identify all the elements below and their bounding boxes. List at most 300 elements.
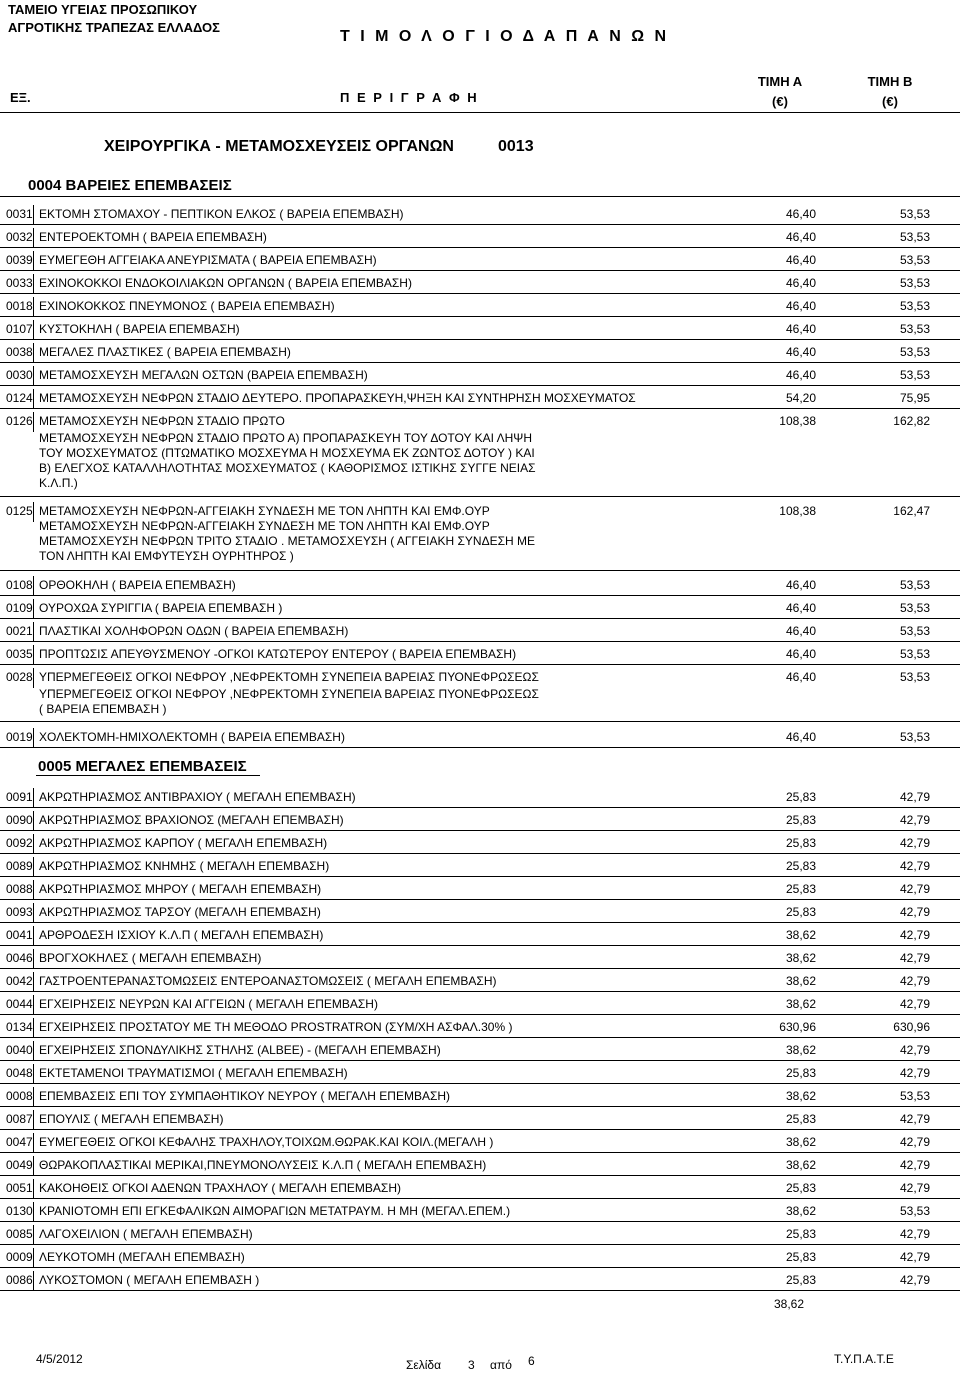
row-price-a: 38,62 (785, 928, 816, 942)
row-price-b: 53,53 (899, 207, 930, 221)
table-row (0, 811, 960, 831)
org-name-line1: ΤΑΜΕΙΟ ΥΓΕΙΑΣ ΠΡΟΣΩΠΙΚΟΥ (8, 2, 198, 17)
row-code-separator (33, 502, 34, 522)
table-row (0, 1018, 960, 1038)
row-description: ΕΧΙΝΟΚΟΚΚΟΙ ΕΝΔΟΚΟΙΛΙΑΚΩΝ ΟΡΓΑΝΩΝ ( ΒΑΡΕΙΑ ΕΠΕΜΒΑΣΗ) (39, 276, 412, 290)
table-row (0, 1156, 960, 1176)
chapter-title: ΧΕΙΡΟΥΡΓΙΚΑ - ΜΕΤΑΜΟΣΧΕΥΣΕΙΣ ΟΡΓΑΝΩΝ (104, 138, 454, 155)
row-divider (0, 1060, 960, 1061)
table-row (0, 366, 960, 386)
row-divider (0, 945, 960, 946)
row-divider (0, 618, 960, 619)
row-price-a: 25,83 (785, 1112, 816, 1126)
row-price-a: 38,62 (785, 974, 816, 988)
footer-date: 4/5/2012 (36, 1352, 83, 1366)
row-code-separator (33, 1133, 34, 1153)
table-row (0, 343, 960, 363)
row-code-separator (33, 1087, 34, 1107)
row-divider (0, 1244, 960, 1245)
row-price-b: 42,79 (899, 951, 930, 965)
row-price-b: 42,79 (899, 836, 930, 850)
row-divider (0, 1106, 960, 1107)
row-divider (0, 807, 960, 808)
row-description: ΓΑΣΤΡΟΕΝΤΕΡΑΝΑΣΤΟΜΩΣΕΙΣ ΕΝΤΕΡΟΑΝΑΣΤΟΜΩΣΕΙΣ ( ΜΕΓΑΛΗ ΕΠΕΜΒΑΣΗ) (39, 974, 497, 988)
table-row (0, 274, 960, 294)
row-code: 0107 (6, 322, 33, 336)
row-price-b: 53,53 (899, 601, 930, 615)
row-price-b: 53,53 (899, 670, 930, 684)
price-a-currency: (€) (772, 94, 788, 109)
row-code: 0042 (6, 974, 33, 988)
row-divider (0, 830, 960, 831)
row-code-separator (33, 274, 34, 294)
table-row (0, 834, 960, 854)
row-price-a: 38,62 (785, 1043, 816, 1057)
row-divider (0, 664, 960, 665)
row-price-a: 46,40 (785, 230, 816, 244)
section-heading-severe: 0004 ΒΑΡΕΙΕΣ ΕΠΕΜΒΑΣΕΙΣ (28, 177, 232, 194)
row-code: 0044 (6, 997, 33, 1011)
row-price-a: 46,40 (785, 368, 816, 382)
row-code: 0039 (6, 253, 33, 267)
row-price-a: 38,62 (785, 1204, 816, 1218)
row-code-separator (33, 343, 34, 363)
row-code: 0125 (6, 504, 33, 518)
row-description: ΒΡΟΓΧΟΚΗΛΕΣ ( ΜΕΓΑΛΗ ΕΠΕΜΒΑΣΗ) (39, 951, 262, 965)
row-price-b: 53,53 (899, 624, 930, 638)
table-row (0, 903, 960, 923)
row-price-a: 38,62 (785, 951, 816, 965)
table-row (0, 995, 960, 1015)
row-code: 0048 (6, 1066, 33, 1080)
row-code: 0030 (6, 368, 33, 382)
row-code: 0032 (6, 230, 33, 244)
row-price-b: 42,79 (899, 1250, 930, 1264)
row-description: ΧΟΛΕΚΤΟΜΗ-ΗΜΙΧΟΛΕΚΤΟΜΗ ( ΒΑΡΕΙΑ ΕΠΕΜΒΑΣΗ) (39, 730, 345, 744)
price-b-currency: (€) (882, 94, 898, 109)
row-description: ΚΑΚΟΗΘΕΙΣ ΟΓΚΟΙ ΑΔΕΝΩΝ ΤΡΑΧΗΛΟΥ ( ΜΕΓΑΛΗ ΕΠΕΜΒΑΣΗ) (39, 1181, 401, 1195)
row-description: ΜΕΤΑΜΟΣΧΕΥΣΗ ΝΕΦΡΩΝ ΣΤΑΔΙΟ ΔΕΥΤΕΡΟ. ΠΡΟΠΑΡΑΣΚΕΥΗ,ΨΗΞΗ ΚΑΙ ΣΥΝΤΗΡΗΣΗ ΜΟΣΧΕΥΜΑΤΟΣ (39, 391, 636, 405)
row-divider (0, 408, 960, 409)
row-description: ΑΚΡΩΤΗΡΙΑΣΜΟΣ ΑΝΤΙΒΡΑΧΙΟΥ ( ΜΕΓΑΛΗ ΕΠΕΜΒΑΣΗ) (39, 790, 356, 804)
row-description: ΑΚΡΩΤΗΡΙΑΣΜΟΣ ΒΡΑΧΙΟΝΟΣ (ΜΕΓΑΛΗ ΕΠΕΜΒΑΣΗ) (39, 813, 344, 827)
row-description: ΕΓΧΕΙΡΗΣΕΙΣ ΣΠΟΝΔΥΛΙΚΗΣ ΣΤΗΛΗΣ (ALBEE) - (ΜΕΓΑΛΗ ΕΠΕΜΒΑΣΗ) (39, 1043, 441, 1057)
row-price-b: 42,79 (899, 974, 930, 988)
row-code: 0093 (6, 905, 33, 919)
row-code-separator (33, 949, 34, 969)
table-row (0, 622, 960, 642)
row-code: 0092 (6, 836, 33, 850)
row-price-b: 53,53 (899, 299, 930, 313)
continuation-line: Β) ΕΛΕΓΧΟΣ ΚΑΤΑΛΛΗΛΟΤΗΤΑΣ ΜΟΣΧΕΥΜΑΤΟΣ ( ΚΑΘΟΡΙΣΜΟΣ ΙΣΤΙΚΗΣ ΣΥΓΓΕ ΝΕΙΑΣ (39, 461, 536, 475)
row-code-separator (33, 622, 34, 642)
section-heading-major: 0005 ΜΕΓΑΛΕΣ ΕΠΕΜΒΑΣΕΙΣ (38, 758, 247, 775)
table-row (0, 1248, 960, 1268)
row-code-separator (33, 1271, 34, 1291)
row-code-separator (33, 926, 34, 946)
row-divider (0, 247, 960, 248)
row-price-b: 162,47 (893, 504, 930, 518)
row-divider (0, 496, 960, 497)
row-divider (0, 570, 960, 571)
row-divider (0, 1175, 960, 1176)
price-a-label: ΤΙΜΗ Α (757, 74, 803, 89)
table-row (0, 788, 960, 808)
chapter-heading (104, 138, 534, 156)
table-row (0, 297, 960, 317)
row-description: ΠΡΟΠΤΩΣΙΣ ΑΠΕΥΘΥΣΜΕΝΟΥ -ΟΓΚΟΙ ΚΑΤΩΤΕΡΟΥ ΕΝΤΕΡΟΥ ( ΒΑΡΕΙΑ ΕΠΕΜΒΑΣΗ) (39, 647, 517, 661)
row-price-a: 46,40 (785, 624, 816, 638)
row-price-a: 46,40 (785, 276, 816, 290)
row-price-b: 53,53 (899, 1089, 930, 1103)
table-row (0, 1087, 960, 1107)
row-price-a: 46,40 (785, 299, 816, 313)
row-code: 0086 (6, 1273, 33, 1287)
row-price-b: 42,79 (899, 1227, 930, 1241)
row-code-separator (33, 389, 34, 409)
footer-page-word: Σελίδα (406, 1358, 442, 1372)
row-code-separator (33, 857, 34, 877)
row-description: ΕΠΕΜΒΑΣΕΙΣ ΕΠΙ ΤΟΥ ΣΥΜΠΑΘΗΤΙΚΟΥ ΝΕΥΡΟΥ ( ΜΕΓΑΛΗ ΕΠΕΜΒΑΣΗ) (39, 1089, 451, 1103)
row-price-a: 25,83 (785, 905, 816, 919)
row-code-separator (33, 297, 34, 317)
row-description: ΜΕΤΑΜΟΣΧΕΥΣΗ ΝΕΦΡΩΝ-ΑΓΓΕΙΑΚΗ ΣΥΝΔΕΣΗ ΜΕ ΤΟΝ ΛΗΠΤΗ ΚΑΙ ΕΜΦ.ΟΥΡ (39, 504, 490, 518)
footer-page-total: 6 (528, 1354, 535, 1368)
row-description: ΑΚΡΩΤΗΡΙΑΣΜΟΣ ΤΑΡΣΟΥ (ΜΕΓΑΛΗ ΕΠΕΜΒΑΣΗ) (39, 905, 321, 919)
row-description: ΕΚΤΕΤΑΜΕΝΟΙ ΤΡΑΥΜΑΤΙΣΜΟΙ ( ΜΕΓΑΛΗ ΕΠΕΜΒΑΣΗ) (39, 1066, 348, 1080)
table-row (0, 972, 960, 992)
table-row (0, 880, 960, 900)
row-description: ΟΡΘΟΚΗΛΗ ( ΒΑΡΕΙΑ ΕΠΕΜΒΑΣΗ) (39, 578, 236, 592)
row-price-b: 42,79 (899, 1043, 930, 1057)
row-description: ΘΩΡΑΚΟΠΛΑΣΤΙΚΑΙ ΜΕΡΙΚΑΙ,ΠΝΕΥΜΟΝΟΛΥΣΕΙΣ Κ.Λ.Π ( ΜΕΓΑΛΗ ΕΠΕΜΒΑΣΗ) (39, 1158, 487, 1172)
row-description: ΕΓΧΕΙΡΗΣΕΙΣ ΠΡΟΣΤΑΤΟΥ ΜΕ ΤΗ ΜΕΘΟΔΟ PROSTRATRON (ΣΥΜ/ΧΗ ΑΣΦΑΛ.30% ) (39, 1020, 513, 1034)
row-divider (0, 991, 960, 992)
table-row (0, 599, 960, 619)
row-price-b: 42,79 (899, 1181, 930, 1195)
row-code-separator (33, 788, 34, 808)
row-price-b: 53,53 (899, 578, 930, 592)
row-divider (0, 316, 960, 317)
row-divider (0, 1083, 960, 1084)
row-divider (0, 1129, 960, 1130)
row-price-a: 25,83 (785, 1181, 816, 1195)
table-row (0, 412, 960, 432)
row-code: 0031 (6, 207, 33, 221)
continuation-line: ΤΟΥ ΜΟΣΧΕΥΜΑΤΟΣ (ΠΤΩΜΑΤΙΚΟ ΜΟΣΧΕΥΜΑ Η ΜΟΣΧΕΥΜΑ ΕΚ ΖΩΝΤΟΣ ΔΟΤΟΥ ) ΚΑΙ (39, 446, 535, 460)
section-divider (0, 196, 960, 197)
row-code-separator (33, 320, 34, 340)
row-description: ΕΥΜΕΓΕΘΕΙΣ ΟΓΚΟΙ ΚΕΦΑΛΗΣ ΤΡΑΧΗΛΟΥ,ΤΟΙΧΩΜ.ΘΩΡΑΚ.ΚΑΙ ΚΟΙΛ.(ΜΕΓΑΛΗ ) (39, 1135, 494, 1149)
row-divider (0, 922, 960, 923)
row-price-a: 25,83 (785, 790, 816, 804)
row-price-b: 53,53 (899, 230, 930, 244)
row-price-a: 46,40 (785, 730, 816, 744)
row-code: 0041 (6, 928, 33, 942)
row-price-b: 42,79 (899, 1273, 930, 1287)
row-code-separator (33, 972, 34, 992)
row-description: ΛΑΓΟΧΕΙΛΙΟΝ ( ΜΕΓΑΛΗ ΕΠΕΜΒΑΣΗ) (39, 1227, 253, 1241)
row-code: 0035 (6, 647, 33, 661)
row-divider (0, 876, 960, 877)
table-row (0, 1041, 960, 1061)
row-divider (0, 293, 960, 294)
row-divider (0, 1037, 960, 1038)
row-price-b: 42,79 (899, 1112, 930, 1126)
row-price-a: 46,40 (785, 647, 816, 661)
row-code-separator (33, 1018, 34, 1038)
table-row (0, 728, 960, 748)
row-divider (0, 1267, 960, 1268)
row-price-a: 38,62 (785, 1158, 816, 1172)
column-header-price-b (850, 72, 930, 112)
row-code: 0091 (6, 790, 33, 804)
footer-of-word: από (490, 1358, 512, 1372)
row-divider (0, 339, 960, 340)
row-price-a: 108,38 (779, 504, 816, 518)
row-price-b: 42,79 (899, 928, 930, 942)
row-description: ΜΕΤΑΜΟΣΧΕΥΣΗ ΝΕΦΡΩΝ ΣΤΑΔΙΟ ΠΡΩΤΟ (39, 414, 285, 428)
column-header-description: Π Ε Ρ Ι Γ Ρ Α Φ Η (340, 90, 479, 105)
table-row (0, 1271, 960, 1291)
row-price-a: 46,40 (785, 345, 816, 359)
row-code-separator (33, 880, 34, 900)
row-price-a: 38,62 (785, 1089, 816, 1103)
document-title: Τ Ι Μ Ο Λ Ο Γ Ι Ο Δ Α Π Α Ν Ω Ν (340, 28, 670, 45)
row-code-separator (33, 366, 34, 386)
row-price-a: 25,83 (785, 859, 816, 873)
row-code: 0009 (6, 1250, 33, 1264)
table-row (0, 205, 960, 225)
row-divider (0, 853, 960, 854)
row-description: ΕΝΤΕΡΟΕΚΤΟΜΗ ( ΒΑΡΕΙΑ ΕΠΕΜΒΑΣΗ) (39, 230, 267, 244)
row-code-separator (33, 645, 34, 665)
table-row (0, 1110, 960, 1130)
table-row (0, 926, 960, 946)
row-price-a: 46,40 (785, 578, 816, 592)
row-code-separator (33, 811, 34, 831)
row-description: ΥΠΕΡΜΕΓΕΘΕΙΣ ΟΓΚΟΙ ΝΕΦΡΟΥ ,ΝΕΦΡΕΚΤΟΜΗ ΣΥΝΕΠΕΙΑ ΒΑΡΕΙΑΣ ΠΥΟΝΕΦΡΩΣΕΩΣ (39, 670, 539, 684)
row-code: 0124 (6, 391, 33, 405)
row-code: 0028 (6, 670, 33, 684)
row-code-separator (33, 412, 34, 432)
table-row (0, 668, 960, 688)
row-price-b: 53,53 (899, 276, 930, 290)
row-code: 0047 (6, 1135, 33, 1149)
row-divider (0, 747, 960, 748)
row-code-separator (33, 1156, 34, 1176)
table-row (0, 389, 960, 409)
continuation-line: ( ΒΑΡΕΙΑ ΕΠΕΜΒΑΣΗ ) (39, 702, 167, 716)
row-description: ΑΡΘΡΟΔΕΣΗ ΙΣΧΙΟΥ Κ.Λ.Π ( ΜΕΓΑΛΗ ΕΠΕΜΒΑΣΗ) (39, 928, 324, 942)
row-divider (0, 270, 960, 271)
row-code: 0108 (6, 578, 33, 592)
continuation-line: ΥΠΕΡΜΕΓΕΘΕΙΣ ΟΓΚΟΙ ΝΕΦΡΟΥ ,ΝΕΦΡΕΚΤΟΜΗ ΣΥΝΕΠΕΙΑ ΒΑΡΕΙΑΣ ΠΥΟΝΕΦΡΩΣΕΩΣ (39, 687, 539, 701)
row-code: 0090 (6, 813, 33, 827)
row-price-b: 42,79 (899, 813, 930, 827)
row-divider (0, 1014, 960, 1015)
row-price-a: 25,83 (785, 1066, 816, 1080)
continuation-line: ΤΟΝ ΛΗΠΤΗ ΚΑΙ ΕΜΦΥΤΕΥΣΗ ΟΥΡΗΤΗΡΟΣ ) (39, 549, 294, 563)
row-price-a: 108,38 (779, 414, 816, 428)
row-price-a: 54,20 (785, 391, 816, 405)
footer-org-abbr: Τ.Υ.Π.Α.Τ.Ε (834, 1352, 894, 1366)
row-code: 0033 (6, 276, 33, 290)
row-price-a: 46,40 (785, 253, 816, 267)
column-header-price-a (740, 72, 820, 112)
header-divider (0, 112, 960, 113)
price-b-label: ΤΙΜΗ Β (867, 74, 913, 89)
row-divider (0, 595, 960, 596)
table-row (0, 1225, 960, 1245)
row-code: 0088 (6, 882, 33, 896)
row-code-separator (33, 1225, 34, 1245)
row-price-b: 53,53 (899, 345, 930, 359)
continuation-line: ΜΕΤΑΜΟΣΧΕΥΣΗ ΝΕΦΡΩΝ ΣΤΑΔΙΟ ΠΡΩΤΟ Α) ΠΡΟΠΑΡΑΣΚΕΥΗ ΤΟΥ ΔΟΤΟΥ ΚΑΙ ΛΗΨΗ (39, 431, 533, 445)
row-description: ΠΛΑΣΤΙΚΑΙ ΧΟΛΗΦΟΡΩΝ ΟΔΩΝ ( ΒΑΡΕΙΑ ΕΠΕΜΒΑΣΗ) (39, 624, 349, 638)
row-price-a: 25,83 (785, 1273, 816, 1287)
table-row (0, 857, 960, 877)
row-price-b: 630,96 (893, 1020, 930, 1034)
row-price-a: 38,62 (785, 997, 816, 1011)
row-price-a: 630,96 (779, 1020, 816, 1034)
row-code: 0085 (6, 1227, 33, 1241)
row-divider (0, 1290, 960, 1291)
row-price-b: 42,79 (899, 1066, 930, 1080)
row-code-separator (33, 668, 34, 688)
row-code-separator (33, 599, 34, 619)
row-price-b: 53,53 (899, 253, 930, 267)
row-divider (0, 362, 960, 363)
trailing-value: 38,62 (773, 1297, 804, 1311)
row-code: 0130 (6, 1204, 33, 1218)
row-description: ΜΕΤΑΜΟΣΧΕΥΣΗ ΜΕΓΑΛΩΝ ΟΣΤΩΝ (ΒΑΡΕΙΑ ΕΠΕΜΒΑΣΗ) (39, 368, 368, 382)
row-price-b: 53,53 (899, 730, 930, 744)
row-price-b: 162,82 (893, 414, 930, 428)
table-row (0, 949, 960, 969)
row-price-a: 46,40 (785, 207, 816, 221)
row-code: 0089 (6, 859, 33, 873)
row-price-a: 46,40 (785, 670, 816, 684)
continuation-line: ΜΕΤΑΜΟΣΧΕΥΣΗ ΝΕΦΡΩΝ ΤΡΙΤΟ ΣΤΑΔΙΟ . ΜΕΤΑΜΟΣΧΕΥΣΗ ( ΑΓΓΕΙΑΚΗ ΣΥΝΔΕΣΗ ΜΕ (39, 534, 536, 548)
row-price-b: 53,53 (899, 368, 930, 382)
row-price-b: 53,53 (899, 1204, 930, 1218)
column-header-code: ΕΞ. (10, 90, 31, 105)
table-row (0, 576, 960, 596)
row-code: 0051 (6, 1181, 33, 1195)
row-code: 0049 (6, 1158, 33, 1172)
row-price-a: 25,83 (785, 1250, 816, 1264)
row-code: 0126 (6, 414, 33, 428)
row-price-a: 25,83 (785, 836, 816, 850)
table-row (0, 1179, 960, 1199)
row-description: ΛΕΥΚΟΤΟΜΗ (ΜΕΓΑΛΗ ΕΠΕΜΒΑΣΗ) (39, 1250, 245, 1264)
row-divider (0, 224, 960, 225)
row-code-separator (33, 995, 34, 1015)
table-row (0, 1064, 960, 1084)
row-description: ΟΥΡΟΧΩΑ ΣΥΡΙΓΓΙΑ ( ΒΑΡΕΙΑ ΕΠΕΜΒΑΣΗ ) (39, 601, 283, 615)
row-divider (0, 1221, 960, 1222)
row-description: ΕΥΜΕΓΕΘΗ ΑΓΓΕΙΑΚΑ ΑΝΕΥΡΙΣΜΑΤΑ ( ΒΑΡΕΙΑ ΕΠΕΜΒΑΣΗ) (39, 253, 377, 267)
row-price-b: 42,79 (899, 882, 930, 896)
row-description: ΕΧΙΝΟΚΟΚΚΟΣ ΠΝΕΥΜΟΝΟΣ ( ΒΑΡΕΙΑ ΕΠΕΜΒΑΣΗ) (39, 299, 335, 313)
table-row (0, 228, 960, 248)
row-price-b: 42,79 (899, 1135, 930, 1149)
continuation-line: Κ.Λ.Π.) (39, 476, 78, 490)
row-description: ΕΠΟΥΛΙΣ ( ΜΕΓΑΛΗ ΕΠΕΜΒΑΣΗ) (39, 1112, 224, 1126)
row-divider (0, 968, 960, 969)
row-description: ΚΥΣΤΟΚΗΛΗ ( ΒΑΡΕΙΑ ΕΠΕΜΒΑΣΗ) (39, 322, 240, 336)
row-code-separator (33, 1064, 34, 1084)
row-code: 0046 (6, 951, 33, 965)
row-price-b: 42,79 (899, 1158, 930, 1172)
row-code: 0109 (6, 601, 33, 615)
row-price-a: 25,83 (785, 813, 816, 827)
row-divider (0, 721, 960, 722)
row-code-separator (33, 251, 34, 271)
table-row (0, 320, 960, 340)
row-price-a: 25,83 (785, 1227, 816, 1241)
row-price-b: 75,95 (899, 391, 930, 405)
row-description: ΑΚΡΩΤΗΡΙΑΣΜΟΣ ΜΗΡΟΥ ( ΜΕΓΑΛΗ ΕΠΕΜΒΑΣΗ) (39, 882, 322, 896)
row-code-separator (33, 903, 34, 923)
row-price-a: 46,40 (785, 601, 816, 615)
row-price-b: 42,79 (899, 905, 930, 919)
chapter-code: 0013 (498, 138, 534, 155)
row-price-b: 53,53 (899, 322, 930, 336)
row-code-separator (33, 576, 34, 596)
row-code-separator (33, 1202, 34, 1222)
row-divider (0, 1198, 960, 1199)
row-code: 0018 (6, 299, 33, 313)
row-description: ΕΚΤΟΜΗ ΣΤΟΜΑΧΟΥ - ΠΕΠΤΙΚΟΝ ΕΛΚΟΣ ( ΒΑΡΕΙΑ ΕΠΕΜΒΑΣΗ) (39, 207, 404, 221)
row-code-separator (33, 728, 34, 748)
row-code-separator (33, 228, 34, 248)
row-price-a: 38,62 (785, 1135, 816, 1149)
row-code: 0040 (6, 1043, 33, 1057)
row-divider (0, 899, 960, 900)
row-code-separator (33, 1110, 34, 1130)
row-code: 0087 (6, 1112, 33, 1126)
row-price-a: 25,83 (785, 882, 816, 896)
table-row (0, 251, 960, 271)
row-price-b: 42,79 (899, 790, 930, 804)
row-code-separator (33, 1041, 34, 1061)
row-description: ΕΓΧΕΙΡΗΣΕΙΣ ΝΕΥΡΩΝ ΚΑΙ ΑΓΓΕΙΩΝ ( ΜΕΓΑΛΗ ΕΠΕΜΒΑΣΗ) (39, 997, 378, 1011)
row-divider (0, 1152, 960, 1153)
row-code-separator (33, 1248, 34, 1268)
row-code: 0021 (6, 624, 33, 638)
row-divider (0, 385, 960, 386)
row-description: ΛΥΚΟΣΤΟΜΟΝ ( ΜΕΓΑΛΗ ΕΠΕΜΒΑΣΗ ) (39, 1273, 260, 1287)
row-code-separator (33, 205, 34, 225)
org-name-line2: ΑΓΡΟΤΙΚΗΣ ΤΡΑΠΕΖΑΣ ΕΛΛΑΔΟΣ (8, 20, 220, 35)
continuation-line: ΜΕΤΑΜΟΣΧΕΥΣΗ ΝΕΦΡΩΝ-ΑΓΓΕΙΑΚΗ ΣΥΝΔΕΣΗ ΜΕ ΤΟΝ ΛΗΠΤΗ ΚΑΙ ΕΜΦ.ΟΥΡ (39, 519, 490, 533)
row-description: ΚΡΑΝΙΟΤΟΜΗ ΕΠΙ ΕΓΚΕΦΑΛΙΚΩΝ ΑΙΜΟΡΑΓΙΩΝ ΜΕΤΑΤΡΑΥΜ. Η ΜΗ (ΜΕΓΑΛ.ΕΠΕΜ.) (39, 1204, 511, 1218)
section-underline (36, 775, 260, 776)
row-description: ΜΕΓΑΛΕΣ ΠΛΑΣΤΙΚΕΣ ( ΒΑΡΕΙΑ ΕΠΕΜΒΑΣΗ) (39, 345, 291, 359)
table-row (0, 645, 960, 665)
row-code: 0019 (6, 730, 33, 744)
row-price-b: 42,79 (899, 997, 930, 1011)
row-code: 0134 (6, 1020, 33, 1034)
row-code: 0038 (6, 345, 33, 359)
row-description: ΑΚΡΩΤΗΡΙΑΣΜΟΣ ΚΝΗΜΗΣ ( ΜΕΓΑΛΗ ΕΠΕΜΒΑΣΗ) (39, 859, 330, 873)
row-code-separator (33, 834, 34, 854)
table-row (0, 1202, 960, 1222)
row-description: ΑΚΡΩΤΗΡΙΑΣΜΟΣ ΚΑΡΠΟΥ ( ΜΕΓΑΛΗ ΕΠΕΜΒΑΣΗ) (39, 836, 328, 850)
row-price-b: 42,79 (899, 859, 930, 873)
